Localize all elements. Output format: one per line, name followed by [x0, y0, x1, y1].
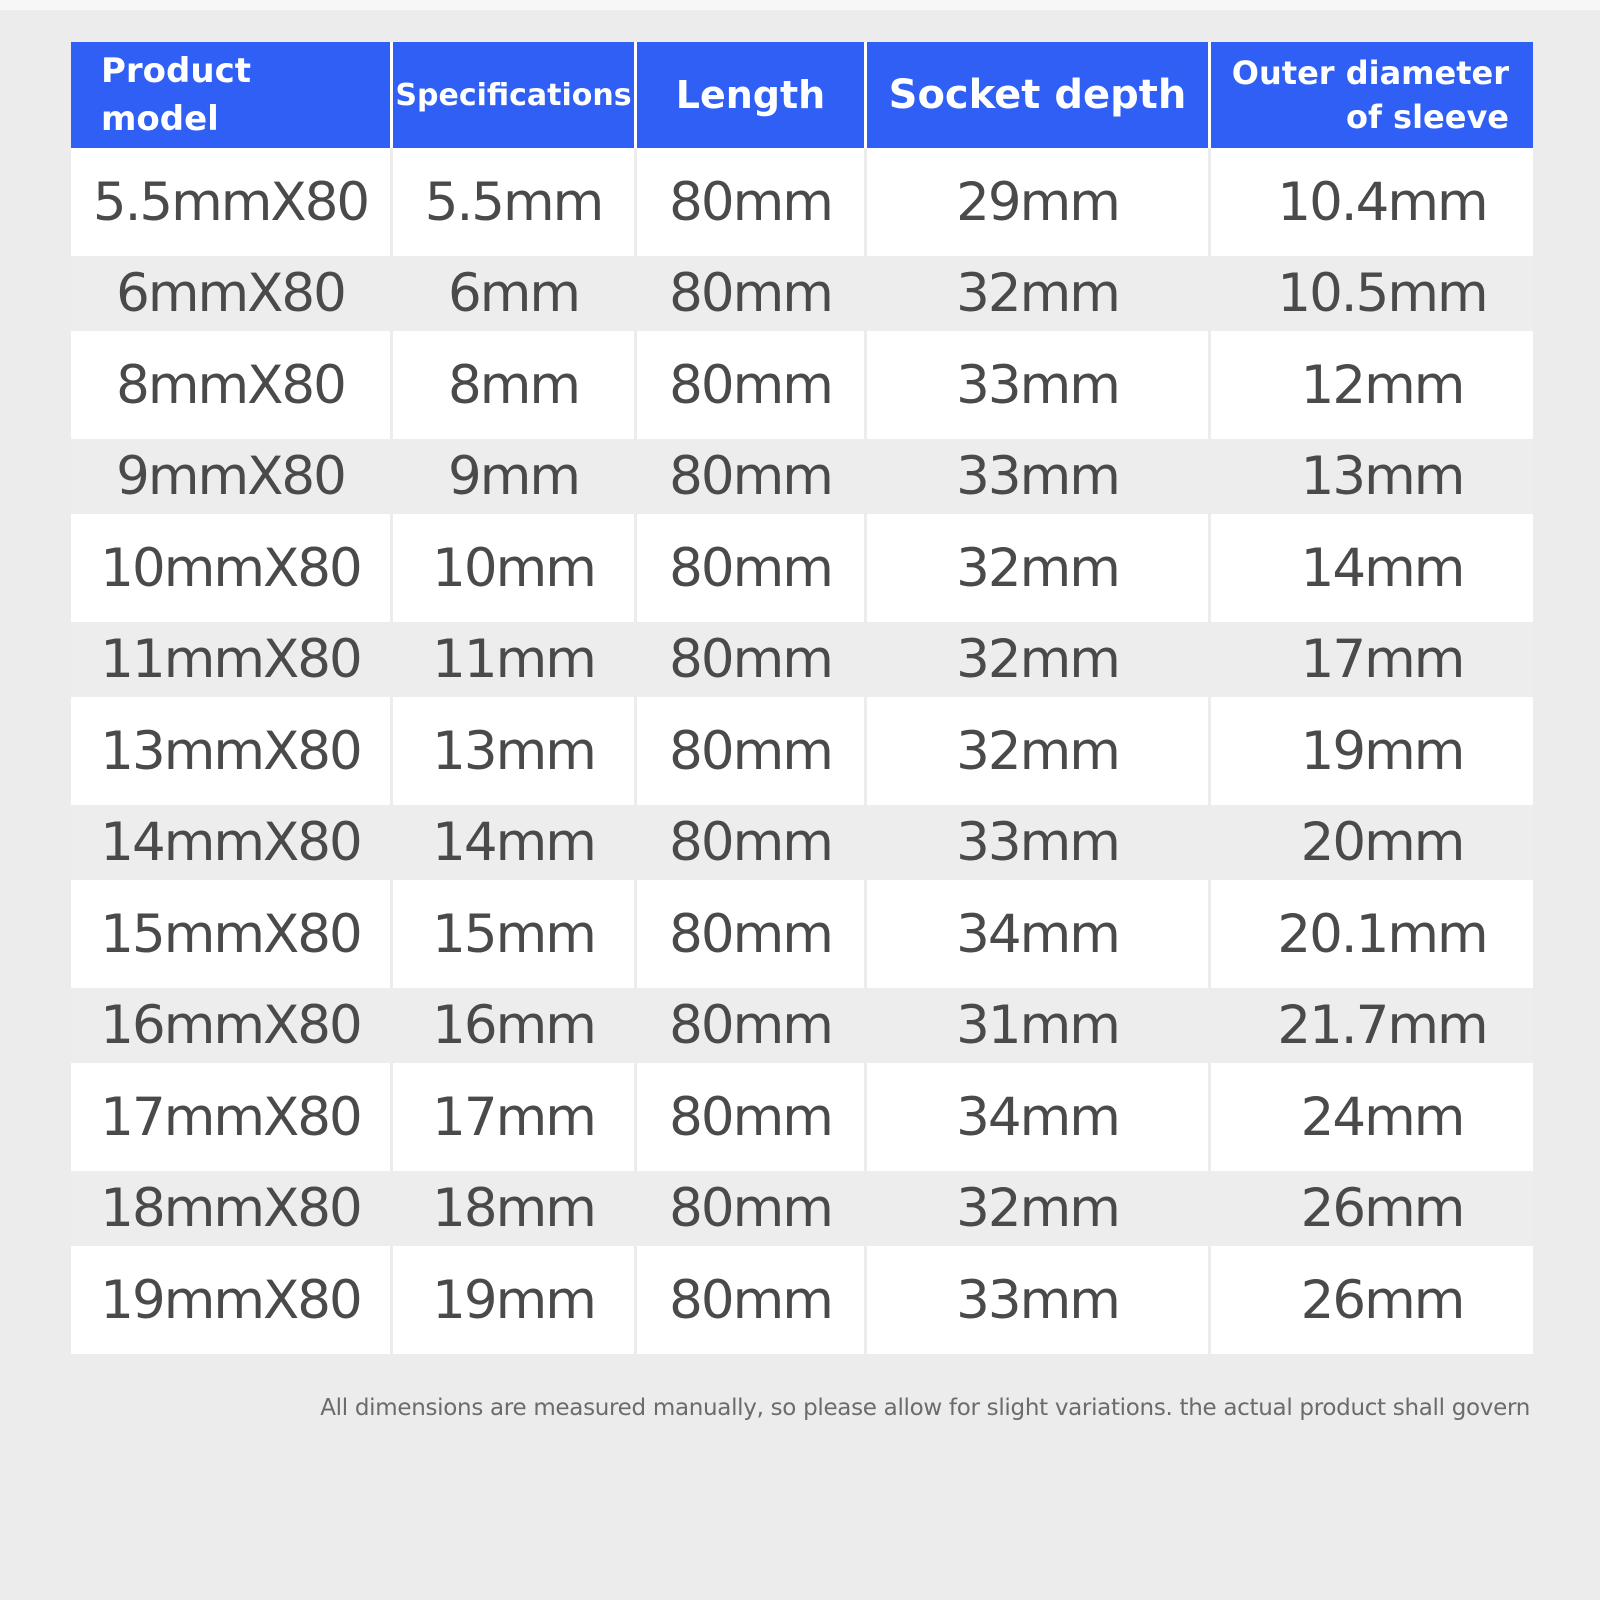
cell-length: 80mm: [637, 880, 867, 988]
cell-specification: 15mm: [393, 880, 637, 988]
cell-socket-depth: 32mm: [867, 622, 1211, 697]
cell-length: 80mm: [637, 805, 867, 880]
cell-outer-diameter: 13mm: [1211, 439, 1533, 514]
cell-specification: 10mm: [393, 514, 637, 622]
cell-length: 80mm: [637, 439, 867, 514]
cell-outer-diameter: 14mm: [1211, 514, 1533, 622]
cell-outer-diameter: 12mm: [1211, 331, 1533, 439]
cell-outer-diameter: 26mm: [1211, 1171, 1533, 1246]
cell-socket-depth: 33mm: [867, 331, 1211, 439]
cell-specification: 16mm: [393, 988, 637, 1063]
cell-product-model: 15mmX80: [71, 880, 393, 988]
cell-product-model: 8mmX80: [71, 331, 393, 439]
table-row: [71, 988, 1533, 1063]
cell-socket-depth: 34mm: [867, 1063, 1211, 1171]
table-row: [71, 514, 1533, 622]
cell-outer-diameter: 10.5mm: [1211, 256, 1533, 331]
cell-socket-depth: 32mm: [867, 514, 1211, 622]
cell-product-model: 11mmX80: [71, 622, 393, 697]
table-row: [71, 1171, 1533, 1246]
cell-product-model: 5.5mmX80: [71, 148, 393, 256]
cell-product-model: 16mmX80: [71, 988, 393, 1063]
cell-product-model: 13mmX80: [71, 697, 393, 805]
cell-product-model: 14mmX80: [71, 805, 393, 880]
cell-length: 80mm: [637, 1246, 867, 1354]
cell-specification: 11mm: [393, 622, 637, 697]
header-product-model-line1: Product: [101, 51, 251, 91]
cell-product-model: 17mmX80: [71, 1063, 393, 1171]
cell-outer-diameter: 24mm: [1211, 1063, 1533, 1171]
cell-length: 80mm: [637, 988, 867, 1063]
header-outer-diameter-line1: Outer diameter: [1231, 54, 1509, 92]
header-specifications: Specifications: [393, 42, 637, 148]
cell-socket-depth: 34mm: [867, 880, 1211, 988]
cell-length: 80mm: [637, 256, 867, 331]
cell-socket-depth: 33mm: [867, 805, 1211, 880]
cell-length: 80mm: [637, 622, 867, 697]
cell-product-model: 9mmX80: [71, 439, 393, 514]
cell-socket-depth: 31mm: [867, 988, 1211, 1063]
cell-specification: 8mm: [393, 331, 637, 439]
table-row: [71, 331, 1533, 439]
cell-outer-diameter: 19mm: [1211, 697, 1533, 805]
cell-specification: 17mm: [393, 1063, 637, 1171]
table-row: [71, 805, 1533, 880]
cell-outer-diameter: 21.7mm: [1211, 988, 1533, 1063]
cell-socket-depth: 33mm: [867, 439, 1211, 514]
table-row: [71, 1246, 1533, 1354]
header-length: Length: [637, 42, 867, 148]
cell-socket-depth: 32mm: [867, 1171, 1211, 1246]
cell-specification: 14mm: [393, 805, 637, 880]
cell-outer-diameter: 10.4mm: [1211, 148, 1533, 256]
table-row: [71, 148, 1533, 256]
table-row: [71, 880, 1533, 988]
cell-socket-depth: 32mm: [867, 697, 1211, 805]
table-row: [71, 622, 1533, 697]
cell-length: 80mm: [637, 331, 867, 439]
cell-specification: 6mm: [393, 256, 637, 331]
table-header-row: [71, 42, 1533, 148]
cell-socket-depth: 29mm: [867, 148, 1211, 256]
cell-specification: 13mm: [393, 697, 637, 805]
cell-outer-diameter: 26mm: [1211, 1246, 1533, 1354]
spec-table: [71, 42, 1533, 1354]
footnote: All dimensions are measured manually, so please allow for slight variations. the actual product shall govern: [320, 1395, 1530, 1421]
table-row: [71, 1063, 1533, 1171]
cell-length: 80mm: [637, 697, 867, 805]
cell-length: 80mm: [637, 148, 867, 256]
cell-length: 80mm: [637, 514, 867, 622]
cell-length: 80mm: [637, 1063, 867, 1171]
cell-product-model: 10mmX80: [71, 514, 393, 622]
cell-specification: 9mm: [393, 439, 637, 514]
table-row: [71, 697, 1533, 805]
cell-outer-diameter: 17mm: [1211, 622, 1533, 697]
cell-product-model: 19mmX80: [71, 1246, 393, 1354]
top-strip: [0, 0, 1600, 10]
table-row: [71, 439, 1533, 514]
cell-specification: 18mm: [393, 1171, 637, 1246]
table-body: [71, 148, 1533, 1354]
cell-specification: 5.5mm: [393, 148, 637, 256]
header-outer-diameter-line2: of sleeve: [1345, 98, 1509, 136]
cell-product-model: 18mmX80: [71, 1171, 393, 1246]
cell-outer-diameter: 20mm: [1211, 805, 1533, 880]
cell-product-model: 6mmX80: [71, 256, 393, 331]
table-row: [71, 256, 1533, 331]
header-product-model: [71, 42, 393, 148]
cell-length: 80mm: [637, 1171, 867, 1246]
cell-outer-diameter: 20.1mm: [1211, 880, 1533, 988]
cell-socket-depth: 32mm: [867, 256, 1211, 331]
header-product-model-line2: model: [101, 99, 219, 139]
header-socket-depth: Socket depth: [867, 42, 1211, 148]
header-outer-diameter: [1211, 42, 1533, 148]
cell-specification: 19mm: [393, 1246, 637, 1354]
cell-socket-depth: 33mm: [867, 1246, 1211, 1354]
